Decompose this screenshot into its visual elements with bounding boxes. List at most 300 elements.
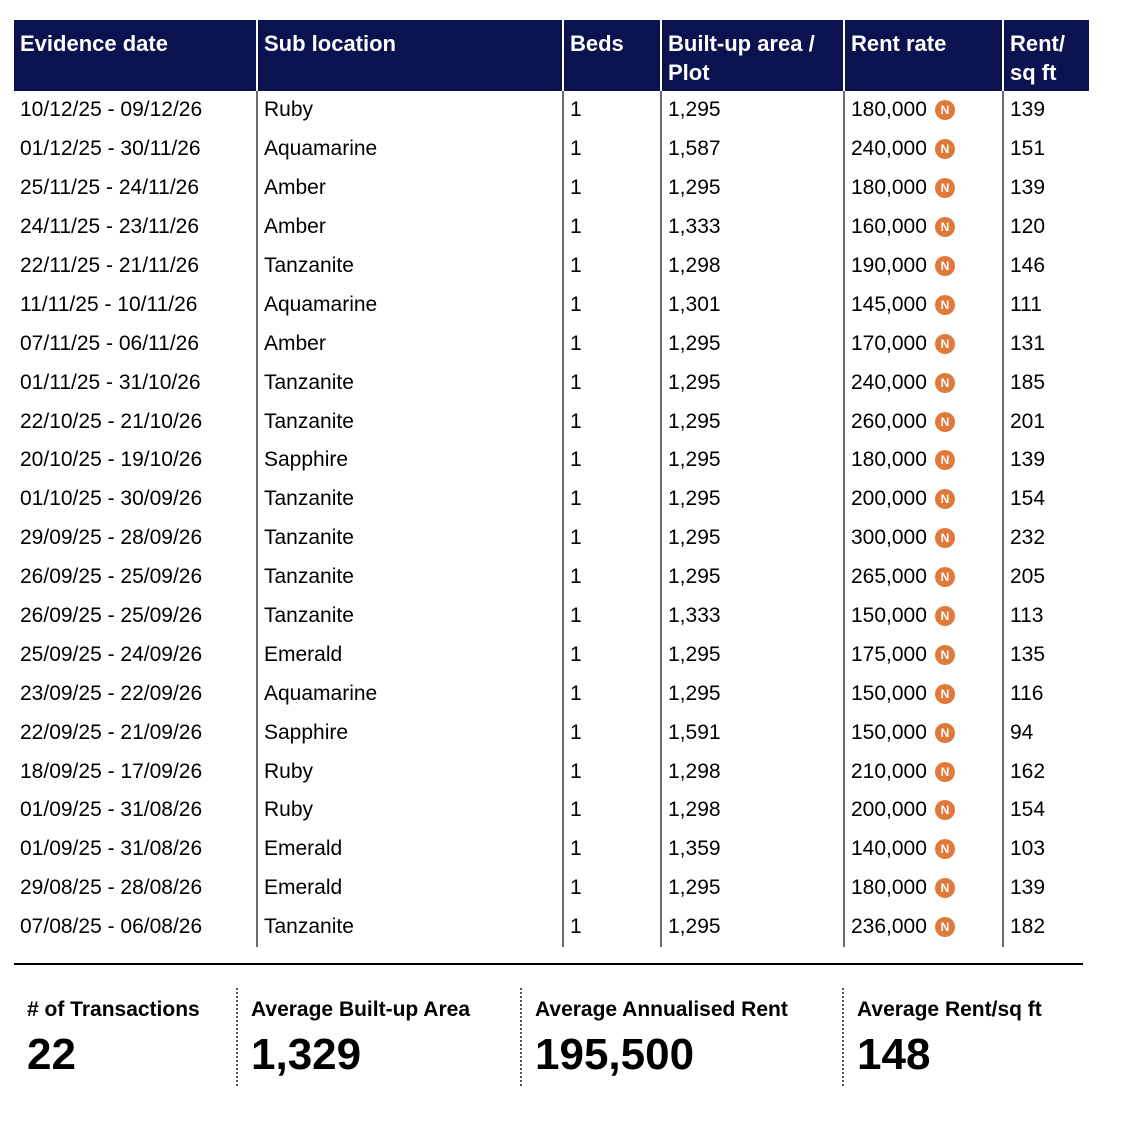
- summary-value: 22: [27, 1030, 76, 1079]
- cell-built-up-area: [662, 635, 845, 674]
- cell-rent-per-sqft-text: 116: [1010, 681, 1044, 705]
- cell-evidence-date-text: 22/09/25 - 21/09/26: [20, 720, 203, 744]
- cell-rent-rate-text: 150,000: [851, 720, 927, 744]
- summary-average-area: [236, 988, 520, 1086]
- cell-rent-rate-text: 200,000: [851, 487, 927, 511]
- cell-built-up-area-text: 1,295: [668, 176, 721, 200]
- cell-rent-rate-text: 300,000: [851, 526, 927, 550]
- cell-sub-location-text: Amber: [264, 215, 326, 239]
- cell-beds-text: 1: [570, 331, 582, 355]
- cell-rent-rate: [845, 830, 1004, 869]
- cell-rent-rate-text: 170,000: [851, 331, 927, 355]
- table-row: [14, 363, 1089, 402]
- cell-beds: [564, 519, 662, 558]
- cell-rent-rate: [845, 635, 1004, 674]
- cell-rent-per-sqft-text: 113: [1010, 604, 1044, 628]
- cell-sub-location: [258, 247, 564, 286]
- table-row: [14, 597, 1089, 636]
- cell-sub-location-text: Aquamarine: [264, 681, 378, 705]
- new-badge-icon: N: [935, 256, 955, 276]
- new-badge-icon: N: [935, 567, 955, 587]
- cell-rent-per-sqft-text: 232: [1010, 526, 1046, 550]
- table-header: [14, 20, 1089, 91]
- table-row: [14, 285, 1089, 324]
- cell-rent-per-sqft-text: 103: [1010, 837, 1046, 861]
- cell-beds-text: 1: [570, 448, 582, 472]
- cell-built-up-area: [662, 908, 845, 947]
- new-badge-icon: N: [935, 645, 955, 665]
- cell-evidence-date: [14, 480, 258, 519]
- table-row: [14, 674, 1089, 713]
- cell-evidence-date: [14, 908, 258, 947]
- cell-rent-rate-text: 145,000: [851, 292, 927, 316]
- cell-beds-text: 1: [570, 176, 582, 200]
- cell-sub-location: [258, 169, 564, 208]
- table-row: [14, 830, 1089, 869]
- cell-beds: [564, 597, 662, 636]
- new-badge-icon: N: [935, 412, 955, 432]
- cell-sub-location: [258, 324, 564, 363]
- cell-rent-per-sqft: [1004, 558, 1089, 597]
- cell-sub-location-text: Tanzanite: [264, 487, 354, 511]
- cell-beds: [564, 363, 662, 402]
- cell-rent-per-sqft-text: 151: [1010, 137, 1046, 161]
- cell-rent-rate: [845, 558, 1004, 597]
- cell-built-up-area-text: 1,298: [668, 254, 721, 277]
- cell-sub-location-text: Tanzanite: [264, 526, 354, 550]
- header-evidence-date: Evidence date: [14, 20, 258, 91]
- cell-built-up-area: [662, 791, 845, 830]
- cell-evidence-date-text: 26/09/25 - 25/09/26: [20, 565, 203, 589]
- table-row: [14, 247, 1089, 286]
- cell-evidence-date-text: 01/11/25 - 31/10/26: [20, 370, 201, 394]
- cell-beds: [564, 674, 662, 713]
- cell-evidence-date: [14, 674, 258, 713]
- cell-rent-rate-text: 236,000: [851, 915, 927, 939]
- cell-built-up-area-text: 1,359: [668, 837, 721, 861]
- cell-sub-location: [258, 402, 564, 441]
- cell-built-up-area-text: 1,295: [668, 876, 721, 900]
- cell-rent-rate-text: 175,000: [851, 642, 927, 666]
- cell-rent-per-sqft: [1004, 597, 1089, 636]
- header-rent-rate: Rent rate: [845, 20, 1004, 91]
- cell-built-up-area: [662, 674, 845, 713]
- table-row: [14, 441, 1089, 480]
- cell-beds: [564, 247, 662, 286]
- cell-rent-per-sqft: [1004, 363, 1089, 402]
- cell-beds: [564, 285, 662, 324]
- cell-evidence-date: [14, 247, 258, 286]
- cell-built-up-area: [662, 285, 845, 324]
- cell-built-up-area: [662, 519, 845, 558]
- cell-rent-per-sqft-text: 185: [1010, 370, 1046, 394]
- cell-beds-text: 1: [570, 876, 582, 900]
- cell-built-up-area: [662, 91, 845, 130]
- cell-rent-rate: [845, 402, 1004, 441]
- cell-evidence-date: [14, 285, 258, 324]
- cell-rent-per-sqft: [1004, 752, 1089, 791]
- cell-rent-per-sqft: [1004, 869, 1089, 908]
- cell-evidence-date: [14, 558, 258, 597]
- cell-sub-location: [258, 869, 564, 908]
- cell-rent-rate: [845, 908, 1004, 947]
- table-row: [14, 635, 1089, 674]
- cell-sub-location-text: Tanzanite: [264, 370, 354, 394]
- cell-beds-text: 1: [570, 642, 582, 666]
- cell-rent-rate-text: 240,000: [851, 370, 927, 394]
- cell-evidence-date-text: 20/10/25 - 19/10/26: [20, 448, 203, 472]
- cell-built-up-area: [662, 558, 845, 597]
- cell-rent-per-sqft-text: 205: [1010, 565, 1046, 589]
- new-badge-icon: N: [935, 100, 955, 120]
- cell-evidence-date-text: 25/11/25 - 24/11/26: [20, 176, 200, 200]
- cell-rent-rate-text: 265,000: [851, 565, 927, 589]
- cell-sub-location-text: Aquamarine: [264, 292, 378, 316]
- cell-rent-per-sqft: [1004, 91, 1089, 130]
- cell-rent-per-sqft-text: 135: [1010, 642, 1046, 666]
- cell-beds: [564, 791, 662, 830]
- cell-built-up-area: [662, 247, 845, 286]
- cell-rent-per-sqft-text: 139: [1010, 176, 1046, 200]
- cell-rent-rate-text: 150,000: [851, 681, 927, 705]
- cell-rent-rate: [845, 91, 1004, 130]
- cell-rent-per-sqft: [1004, 830, 1089, 869]
- cell-rent-rate: [845, 363, 1004, 402]
- cell-beds-text: 1: [570, 565, 582, 589]
- cell-sub-location: [258, 713, 564, 752]
- new-badge-icon: N: [935, 373, 955, 393]
- cell-rent-per-sqft-text: 154: [1010, 487, 1046, 511]
- cell-rent-rate-text: 240,000: [851, 137, 927, 161]
- cell-beds: [564, 480, 662, 519]
- cell-sub-location: [258, 441, 564, 480]
- cell-rent-rate: [845, 208, 1004, 247]
- cell-rent-per-sqft: [1004, 519, 1089, 558]
- summary-bar: [14, 988, 1083, 1086]
- new-badge-icon: N: [935, 217, 955, 237]
- cell-rent-per-sqft-text: 139: [1010, 98, 1046, 122]
- summary-transactions: [14, 988, 236, 1086]
- summary-divider: [14, 963, 1083, 965]
- cell-rent-rate: [845, 713, 1004, 752]
- cell-evidence-date-text: 01/12/25 - 30/11/26: [20, 137, 201, 161]
- cell-rent-rate: [845, 791, 1004, 830]
- cell-rent-per-sqft-text: 120: [1010, 215, 1046, 239]
- cell-built-up-area-text: 1,295: [668, 448, 721, 472]
- cell-rent-rate: [845, 441, 1004, 480]
- cell-beds: [564, 908, 662, 947]
- cell-evidence-date-text: 07/11/25 - 06/11/26: [20, 331, 200, 355]
- header-sub-location: Sub location: [258, 20, 564, 91]
- cell-sub-location-text: Ruby: [264, 98, 314, 122]
- cell-rent-rate-text: 210,000: [851, 759, 927, 783]
- cell-beds-text: 1: [570, 254, 582, 277]
- table-row: [14, 169, 1089, 208]
- cell-built-up-area-text: 1,301: [668, 292, 721, 316]
- table-row: [14, 869, 1089, 908]
- cell-beds: [564, 713, 662, 752]
- cell-evidence-date-text: 22/10/25 - 21/10/26: [20, 409, 203, 433]
- summary-value: 1,329: [251, 1030, 362, 1079]
- cell-beds: [564, 208, 662, 247]
- cell-evidence-date: [14, 635, 258, 674]
- cell-rent-rate-text: 200,000: [851, 798, 927, 822]
- cell-sub-location-text: Emerald: [264, 642, 343, 666]
- header-rent-per-sqft: Rent/ sq ft: [1010, 31, 1065, 85]
- cell-built-up-area-text: 1,295: [668, 331, 721, 355]
- cell-rent-rate: [845, 324, 1004, 363]
- cell-rent-per-sqft-text: 131: [1010, 331, 1046, 355]
- cell-rent-rate: [845, 519, 1004, 558]
- cell-built-up-area: [662, 208, 845, 247]
- cell-sub-location-text: Tanzanite: [264, 409, 354, 433]
- table-row: [14, 91, 1089, 130]
- cell-evidence-date: [14, 597, 258, 636]
- cell-sub-location-text: Amber: [264, 176, 326, 200]
- cell-beds-text: 1: [570, 681, 582, 705]
- summary-average-rent: [520, 988, 842, 1086]
- cell-evidence-date-text: 25/09/25 - 24/09/26: [20, 642, 203, 666]
- cell-built-up-area: [662, 830, 845, 869]
- cell-sub-location-text: Ruby: [264, 798, 314, 822]
- cell-rent-per-sqft: [1004, 480, 1089, 519]
- cell-rent-per-sqft: [1004, 713, 1089, 752]
- cell-beds: [564, 91, 662, 130]
- cell-built-up-area-text: 1,587: [668, 137, 721, 161]
- cell-rent-rate: [845, 752, 1004, 791]
- cell-sub-location-text: Sapphire: [264, 720, 349, 744]
- cell-evidence-date-text: 07/08/25 - 06/08/26: [20, 915, 203, 939]
- cell-evidence-date-text: 29/09/25 - 28/09/26: [20, 526, 203, 550]
- cell-sub-location-text: Emerald: [264, 837, 343, 861]
- cell-evidence-date-text: 01/09/25 - 31/08/26: [20, 798, 203, 822]
- new-badge-icon: N: [935, 917, 955, 937]
- cell-evidence-date-text: 10/12/25 - 09/12/26: [20, 98, 203, 122]
- cell-beds-text: 1: [570, 604, 582, 628]
- cell-sub-location-text: Aquamarine: [264, 137, 378, 161]
- cell-evidence-date: [14, 441, 258, 480]
- cell-evidence-date-text: 22/11/25 - 21/11/26: [20, 254, 200, 277]
- cell-evidence-date-text: 29/08/25 - 28/08/26: [20, 876, 203, 900]
- cell-beds-text: 1: [570, 759, 582, 783]
- cell-built-up-area-text: 1,295: [668, 487, 721, 511]
- cell-rent-rate: [845, 597, 1004, 636]
- cell-evidence-date-text: 18/09/25 - 17/09/26: [20, 759, 203, 783]
- cell-rent-rate-text: 180,000: [851, 98, 927, 122]
- cell-built-up-area: [662, 713, 845, 752]
- cell-rent-per-sqft: [1004, 285, 1089, 324]
- cell-evidence-date-text: 01/09/25 - 31/08/26: [20, 837, 203, 861]
- cell-beds: [564, 635, 662, 674]
- cell-sub-location: [258, 91, 564, 130]
- cell-beds-text: 1: [570, 720, 582, 744]
- cell-beds-text: 1: [570, 98, 582, 122]
- cell-rent-rate: [845, 480, 1004, 519]
- cell-beds-text: 1: [570, 409, 582, 433]
- cell-evidence-date: [14, 713, 258, 752]
- cell-rent-per-sqft-text: 154: [1010, 798, 1046, 822]
- table-row: [14, 402, 1089, 441]
- cell-rent-rate: [845, 869, 1004, 908]
- cell-built-up-area-text: 1,295: [668, 565, 721, 589]
- cell-rent-per-sqft: [1004, 402, 1089, 441]
- cell-built-up-area: [662, 402, 845, 441]
- table-row: [14, 558, 1089, 597]
- new-badge-icon: N: [935, 684, 955, 704]
- cell-rent-rate-text: 140,000: [851, 837, 927, 861]
- cell-built-up-area: [662, 597, 845, 636]
- cell-sub-location-text: Ruby: [264, 759, 314, 783]
- cell-built-up-area: [662, 324, 845, 363]
- new-badge-icon: N: [935, 450, 955, 470]
- cell-rent-per-sqft: [1004, 169, 1089, 208]
- cell-sub-location-text: Tanzanite: [264, 915, 354, 939]
- cell-evidence-date: [14, 169, 258, 208]
- cell-sub-location: [258, 519, 564, 558]
- new-badge-icon: N: [935, 528, 955, 548]
- cell-built-up-area-text: 1,298: [668, 798, 721, 822]
- cell-rent-per-sqft: [1004, 324, 1089, 363]
- cell-rent-per-sqft-text: 182: [1010, 915, 1046, 939]
- cell-built-up-area: [662, 480, 845, 519]
- table-row: [14, 713, 1089, 752]
- cell-beds-text: 1: [570, 837, 582, 861]
- cell-beds: [564, 324, 662, 363]
- cell-built-up-area-text: 1,591: [668, 720, 721, 744]
- cell-evidence-date-text: 01/10/25 - 30/09/26: [20, 487, 203, 511]
- cell-rent-per-sqft-text: 201: [1010, 409, 1046, 433]
- cell-sub-location: [258, 674, 564, 713]
- cell-built-up-area-text: 1,295: [668, 370, 721, 394]
- cell-sub-location-text: Tanzanite: [264, 565, 354, 589]
- summary-label: Average Rent/sq ft: [857, 998, 1042, 1021]
- cell-built-up-area-text: 1,333: [668, 215, 721, 239]
- table-row: [14, 480, 1089, 519]
- cell-rent-per-sqft: [1004, 635, 1089, 674]
- new-badge-icon: N: [935, 723, 955, 743]
- cell-sub-location: [258, 830, 564, 869]
- cell-beds-text: 1: [570, 137, 582, 161]
- cell-built-up-area: [662, 869, 845, 908]
- cell-rent-per-sqft-text: 94: [1010, 720, 1034, 744]
- cell-rent-per-sqft: [1004, 247, 1089, 286]
- cell-beds-text: 1: [570, 915, 582, 939]
- cell-evidence-date: [14, 752, 258, 791]
- cell-evidence-date-text: 23/09/25 - 22/09/26: [20, 681, 203, 705]
- new-badge-icon: N: [935, 606, 955, 626]
- cell-beds-text: 1: [570, 215, 582, 239]
- cell-beds-text: 1: [570, 487, 582, 511]
- table-row: [14, 791, 1089, 830]
- cell-sub-location: [258, 558, 564, 597]
- cell-rent-rate: [845, 247, 1004, 286]
- cell-beds-text: 1: [570, 292, 582, 316]
- cell-built-up-area-text: 1,333: [668, 604, 721, 628]
- cell-evidence-date: [14, 519, 258, 558]
- cell-beds: [564, 830, 662, 869]
- cell-sub-location-text: Tanzanite: [264, 604, 354, 628]
- cell-sub-location-text: Emerald: [264, 876, 343, 900]
- cell-evidence-date-text: 26/09/25 - 25/09/26: [20, 604, 203, 628]
- new-badge-icon: N: [935, 178, 955, 198]
- cell-rent-per-sqft: [1004, 130, 1089, 169]
- cell-rent-rate-text: 180,000: [851, 448, 927, 472]
- cell-sub-location: [258, 208, 564, 247]
- cell-sub-location: [258, 480, 564, 519]
- table-row: [14, 208, 1089, 247]
- cell-beds-text: 1: [570, 526, 582, 550]
- cell-evidence-date: [14, 130, 258, 169]
- table-row: [14, 908, 1089, 947]
- cell-rent-per-sqft: [1004, 441, 1089, 480]
- cell-sub-location: [258, 597, 564, 636]
- cell-evidence-date-text: 24/11/25 - 23/11/26: [20, 215, 200, 239]
- cell-sub-location: [258, 752, 564, 791]
- transactions-table: [14, 20, 1089, 947]
- cell-rent-per-sqft: [1004, 791, 1089, 830]
- header-beds: Beds: [564, 20, 662, 91]
- table-row: [14, 324, 1089, 363]
- cell-beds: [564, 169, 662, 208]
- cell-built-up-area-text: 1,295: [668, 642, 721, 666]
- summary-value: 195,500: [535, 1030, 695, 1079]
- cell-sub-location: [258, 285, 564, 324]
- cell-rent-rate: [845, 285, 1004, 324]
- cell-evidence-date: [14, 791, 258, 830]
- cell-built-up-area: [662, 130, 845, 169]
- cell-beds: [564, 752, 662, 791]
- cell-rent-per-sqft: [1004, 208, 1089, 247]
- cell-rent-rate-text: 160,000: [851, 215, 927, 239]
- new-badge-icon: N: [935, 800, 955, 820]
- summary-label: Average Annualised Rent: [535, 998, 788, 1021]
- new-badge-icon: N: [935, 139, 955, 159]
- cell-rent-per-sqft-text: 139: [1010, 448, 1046, 472]
- new-badge-icon: N: [935, 334, 955, 354]
- cell-beds-text: 1: [570, 370, 582, 394]
- cell-rent-per-sqft: [1004, 674, 1089, 713]
- cell-rent-rate: [845, 130, 1004, 169]
- cell-rent-rate: [845, 674, 1004, 713]
- cell-evidence-date: [14, 402, 258, 441]
- cell-rent-rate: [845, 169, 1004, 208]
- cell-beds-text: 1: [570, 798, 582, 822]
- cell-rent-rate-text: 150,000: [851, 604, 927, 628]
- cell-rent-per-sqft-text: 139: [1010, 876, 1046, 900]
- table-row: [14, 130, 1089, 169]
- new-badge-icon: N: [935, 489, 955, 509]
- cell-sub-location: [258, 130, 564, 169]
- cell-rent-rate-text: 260,000: [851, 409, 927, 433]
- cell-beds: [564, 441, 662, 480]
- table-body: [14, 91, 1089, 947]
- cell-built-up-area-text: 1,295: [668, 526, 721, 550]
- cell-evidence-date: [14, 830, 258, 869]
- cell-evidence-date: [14, 869, 258, 908]
- table-row: [14, 752, 1089, 791]
- cell-sub-location: [258, 908, 564, 947]
- cell-rent-per-sqft-text: 146: [1010, 254, 1046, 277]
- cell-sub-location: [258, 363, 564, 402]
- cell-sub-location-text: Sapphire: [264, 448, 349, 472]
- cell-evidence-date: [14, 363, 258, 402]
- cell-rent-rate-text: 190,000: [851, 254, 927, 277]
- summary-label: # of Transactions: [27, 998, 200, 1021]
- new-badge-icon: N: [935, 878, 955, 898]
- cell-rent-per-sqft-text: 111: [1010, 292, 1042, 316]
- summary-value: 148: [857, 1030, 931, 1079]
- new-badge-icon: N: [935, 295, 955, 315]
